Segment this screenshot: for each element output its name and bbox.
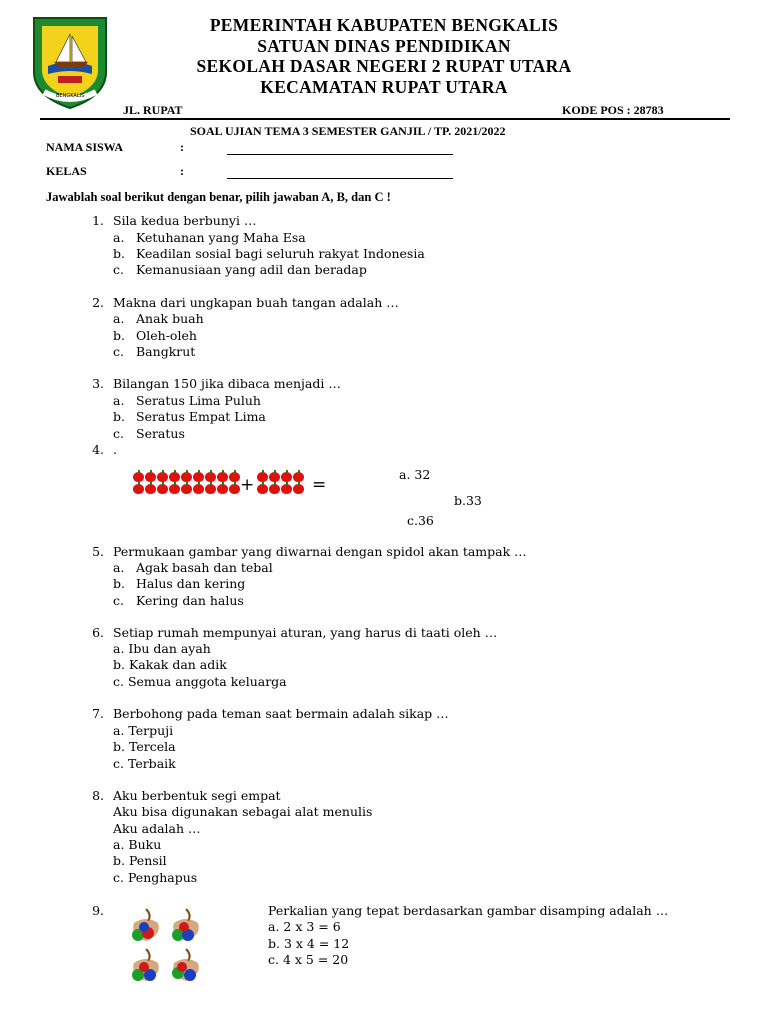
q2-number: 2. (92, 295, 104, 310)
field-class-sep: : (180, 164, 184, 178)
q6-number: 6. (92, 625, 104, 640)
q6-opt-c: c. Semua anggota keluarga (113, 674, 287, 689)
q9-text: Perkalian yang tepat berdasarkan gambar disamping adalah … (268, 903, 669, 918)
q4-opt-a: a. 32 (399, 467, 431, 482)
q2-opt-c: Bangkrut (136, 344, 196, 359)
q8-opt-b: b. Pensil (113, 853, 167, 868)
field-name-label: NAMA SISWA (46, 140, 124, 154)
q5-opt-b-letter: b. (113, 576, 125, 591)
q3-text: Bilangan 150 jika dibaca menjadi … (113, 376, 341, 391)
q8-line-1: Aku berbentuk segi empat (113, 788, 281, 803)
q1-opt-c-letter: c. (113, 262, 124, 277)
q4-opt-c: c.36 (407, 513, 434, 528)
address: JL. RUPAT (123, 103, 183, 117)
q5-opt-a: Agak basah dan tebal (136, 560, 273, 575)
q9-opt-b: b. 3 x 4 = 12 (268, 936, 350, 951)
q5-text: Permukaan gambar yang diwarnai dengan spidol akan tampak … (113, 544, 527, 559)
header-rule (40, 118, 730, 120)
q3-opt-c: Seratus (136, 426, 185, 441)
q1-opt-b-letter: b. (113, 246, 125, 261)
q1-opt-b: Keadilan sosial bagi seluruh rakyat Indonesia (136, 246, 425, 261)
q3-number: 3. (92, 376, 104, 391)
fruit-bags-image (126, 905, 202, 985)
header-line-1: PEMERINTAH KABUPATEN BENGKALIS (209, 15, 559, 35)
q1-opt-c: Kemanusiaan yang adil dan beradap (136, 262, 367, 277)
q5-opt-a-letter: a. (113, 560, 125, 575)
header-line-4: KECAMATAN RUPAT UTARA (260, 77, 508, 97)
q8-line-2: Aku bisa digunakan sebagai alat menulis (113, 804, 373, 819)
postal-code: KODE POS : 28783 (562, 103, 664, 117)
q3-opt-c-letter: c. (113, 426, 124, 441)
q9-number: 9. (92, 903, 104, 918)
q6-opt-a: a. Ibu dan ayah (113, 641, 211, 656)
field-class-blank[interactable] (227, 164, 453, 183)
q2-opt-c-letter: c. (113, 344, 124, 359)
q4-text: . (113, 442, 117, 457)
q8-line-3: Aku adalah … (113, 821, 201, 836)
field-name-blank[interactable] (227, 140, 453, 159)
q6-opt-b: b. Kakak dan adik (113, 657, 227, 672)
q7-opt-a: a. Terpuji (113, 723, 174, 738)
q2-text: Makna dari ungkapan buah tangan adalah … (113, 295, 399, 310)
q3-opt-b-letter: b. (113, 409, 125, 424)
q9-opt-c: c. 4 x 5 = 20 (268, 952, 349, 967)
q5-opt-c: Kering dan halus (136, 593, 244, 608)
q1-text: Sila kedua berbunyi … (113, 213, 257, 228)
q4-opt-b: b.33 (454, 493, 482, 508)
instruction: Jawablah soal berikut dengan benar, pilih jawaban A, B, dan C ! (46, 190, 391, 204)
q2-opt-a-letter: a. (113, 311, 125, 326)
q7-number: 7. (92, 706, 104, 721)
q7-opt-b: b. Tercela (113, 739, 176, 754)
exam-title: SOAL UJIAN TEMA 3 SEMESTER GANJIL / TP. 2021/2022 (190, 124, 506, 138)
q8-opt-a: a. Buku (113, 837, 162, 852)
q1-opt-a: Ketuhanan yang Maha Esa (136, 230, 306, 245)
logo-lettering: BENGKALIS (56, 93, 85, 99)
field-class-label: KELAS (46, 164, 87, 178)
q5-opt-b: Halus dan kering (136, 576, 246, 591)
field-name-sep: : (180, 140, 184, 154)
header-line-2: SATUAN DINAS PENDIDIKAN (257, 36, 511, 56)
q9-opt-a: a. 2 x 3 = 6 (268, 919, 341, 934)
q2-opt-b: Oleh-oleh (136, 328, 197, 343)
q1-number: 1. (92, 213, 104, 228)
q8-opt-c: c. Penghapus (113, 870, 198, 885)
q3-opt-a: Seratus Lima Puluh (136, 393, 261, 408)
q6-text: Setiap rumah mempunyai aturan, yang harus di taati oleh … (113, 625, 498, 640)
q4-number: 4. (92, 442, 104, 457)
header-line-3: SEKOLAH DASAR NEGERI 2 RUPAT UTARA (196, 56, 572, 76)
q3-opt-a-letter: a. (113, 393, 125, 408)
q4-plus: + (240, 475, 255, 495)
q7-opt-c: c. Terbaik (113, 756, 176, 771)
q3-opt-b: Seratus Empat Lima (136, 409, 266, 424)
q7-text: Berbohong pada teman saat bermain adalah sikap … (113, 706, 449, 721)
q1-opt-a-letter: a. (113, 230, 125, 245)
q5-number: 5. (92, 544, 104, 559)
q8-number: 8. (92, 788, 104, 803)
q2-opt-b-letter: b. (113, 328, 125, 343)
q2-opt-a: Anak buah (136, 311, 204, 326)
q5-opt-c-letter: c. (113, 593, 124, 608)
q4-equals: = (312, 475, 327, 495)
